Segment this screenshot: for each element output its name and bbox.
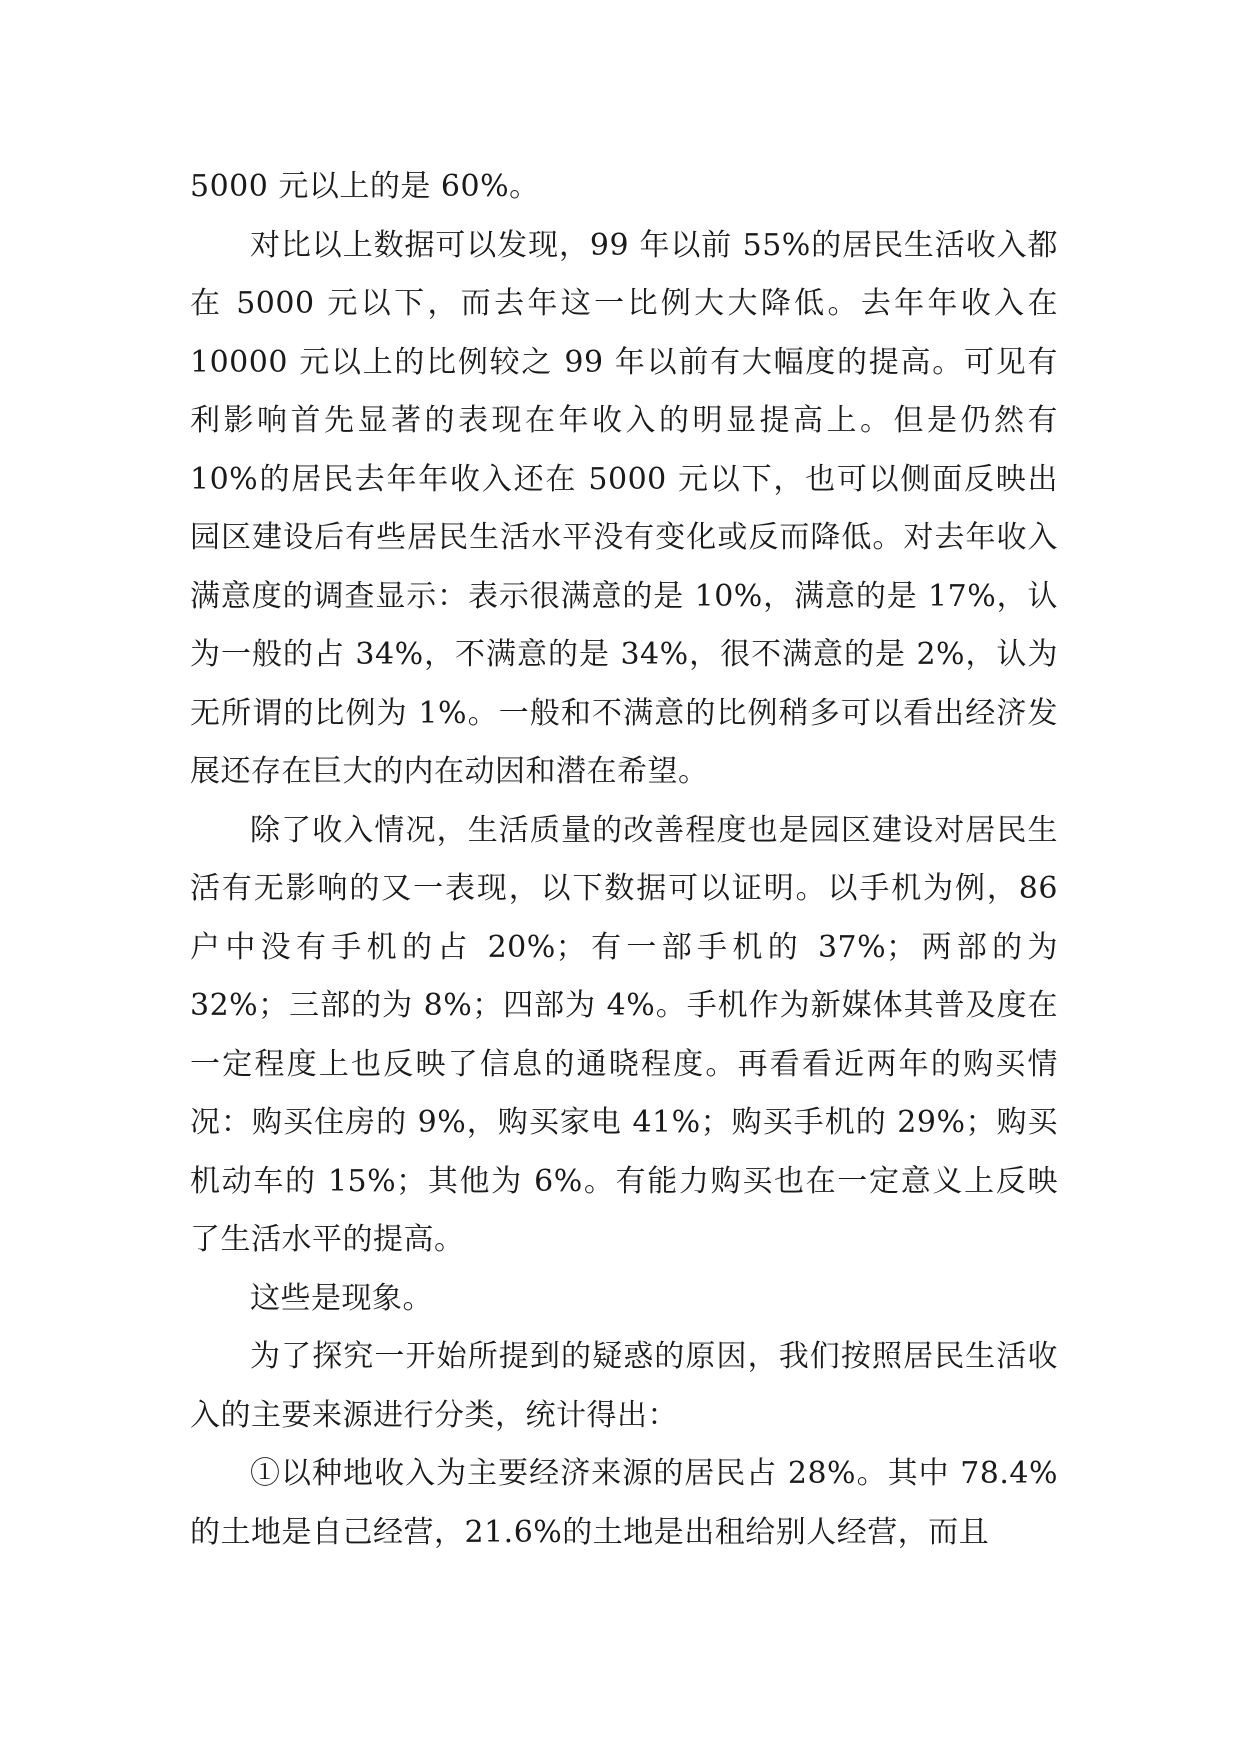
document-body bbox=[190, 158, 1058, 1562]
paragraph-classification: 为了探究一开始所提到的疑惑的原因，我们按照居民生活收入的主要来源进行分类，统计得出： bbox=[190, 1339, 1058, 1433]
paragraph-income-comparison: 对比以上数据可以发现，99 年以前 55%的居民生活收入都在 5000 元以下，而去年这一比例大大降低。去年年收入在 10000 元以上的比例较之 99 年以前有大幅度的提高。可见有利影响首先显著的表现在年收入的明显提高上。但是仍然有 10%的居民去年年收入还在 5000 元以下，也可以侧面反映出园区建设后有些居民生活水平没有变化或反而降低。对去年收入满意度的调查显示：表示很满意的是 10%，满意的是 17%，认为一般的占 34%，不满意的是 34%，很不满意的是 2%，认为无所谓的比例为 1%。一般和不满意的比例稍多可以看出经济发展还存在巨大的内在动因和潜在希望。 bbox=[190, 227, 1058, 789]
paragraph-farming-income: ①以种地收入为主要经济来源的居民占 28%。其中 78.4%的土地是自己经营，21.6%的土地是出租给别人经营，而且 bbox=[190, 1456, 1058, 1550]
paragraph-continuation: 5000 元以上的是 60%。 bbox=[190, 169, 540, 204]
paragraph-quality-of-life: 除了收入情况，生活质量的改善程度也是园区建设对居民生活有无影响的又一表现，以下数据可以证明。以手机为例，86 户中没有手机的占 20%；有一部手机的 37%；两部的为 32%；三部的为 8%；四部为 4%。手机作为新媒体其普及度在一定程度上也反映了信息的通晓程度。再看看近两年的购买情况：购买住房的 9%，购买家电 41%；购买手机的 29%；购买机动车的 15%；其他为 6%。有能力购买也在一定意义上反映了生活水平的提高。 bbox=[190, 812, 1058, 1257]
paragraph-phenomena: 这些是现象。 bbox=[250, 1280, 433, 1316]
